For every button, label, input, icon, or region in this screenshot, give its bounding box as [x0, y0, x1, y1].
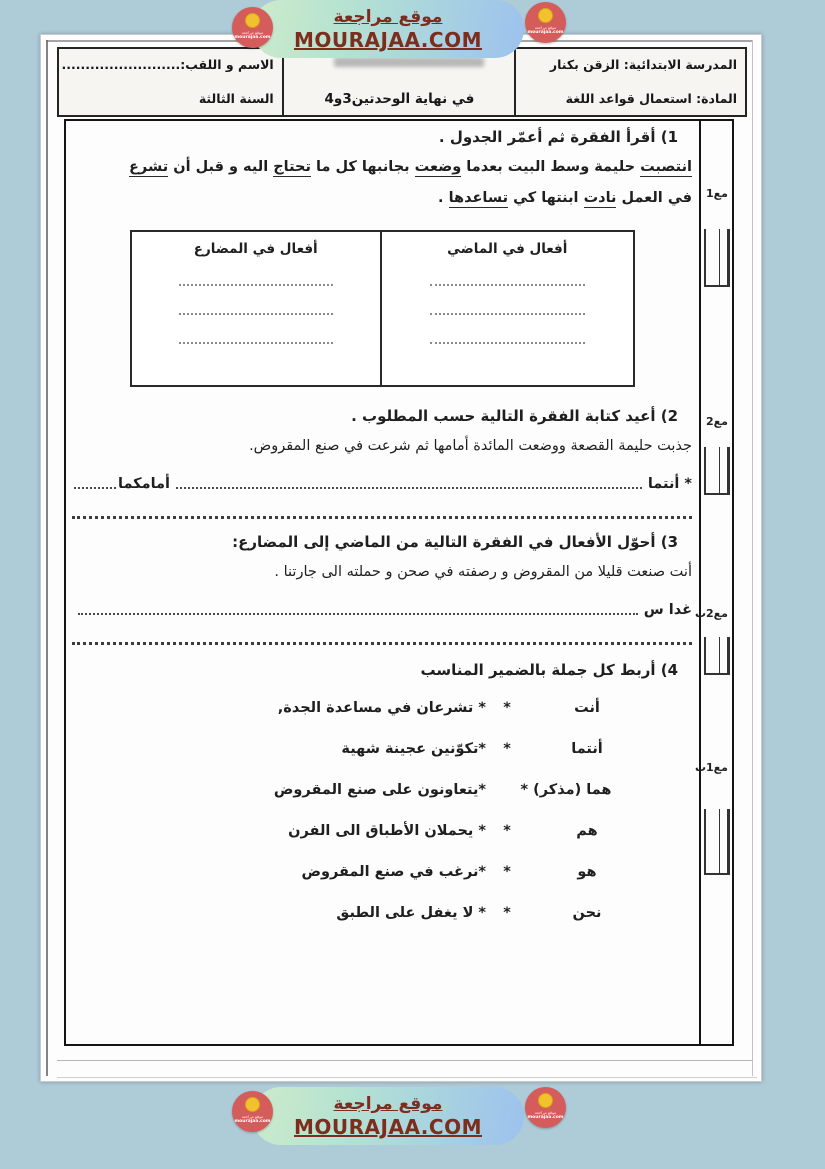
- underlined-verb: تشرع: [129, 159, 169, 175]
- pronoun: نحن: [572, 904, 602, 921]
- match-star[interactable]: *: [503, 699, 511, 716]
- match-sentence: * تشرعان في مساعدة الجدة,: [277, 699, 486, 716]
- match-sentence: *تكوّنين عجينة شهية: [341, 740, 486, 757]
- top-right-logo-badge: [525, 2, 566, 43]
- answer-word: أمامكما: [118, 476, 170, 492]
- top-banner[interactable]: [252, 0, 524, 58]
- grade-line: السنة الثالثة: [198, 91, 274, 106]
- dotted-divider: [72, 516, 692, 519]
- exercise1-paragraph-line1: [72, 152, 692, 183]
- grading-label-2: مع2: [706, 415, 728, 428]
- grading-label-3: مع2ب: [694, 607, 728, 620]
- grading-tally-box-4: [704, 809, 730, 875]
- scan-edge-line-left: [46, 40, 48, 1076]
- pronoun: أنت: [574, 699, 600, 716]
- exercise4-title: 4) أربط كل جملة بالضمير المناسب: [420, 661, 678, 679]
- underlined-verb: تحتاج: [273, 159, 311, 175]
- answer-blank-line[interactable]: [430, 284, 585, 286]
- match-row: [72, 851, 692, 892]
- logo-book-icon: [538, 8, 553, 23]
- evaluation-period: في نهاية الوحدتين3و4: [324, 91, 475, 107]
- answer-blank-line[interactable]: [179, 313, 333, 315]
- text-run: ابنتها كي: [508, 190, 584, 206]
- exercise2-paragraph: جذبت حليمة القصعة ووضعت المائدة أمامها ثم شرعت في صنع المقروض.: [249, 438, 692, 454]
- logo-book-icon: [245, 1097, 260, 1112]
- answer-blank-line[interactable]: [74, 487, 116, 489]
- obscured-text-smudge: [334, 57, 484, 67]
- text-run: بجانبها كل ما: [310, 159, 415, 175]
- grading-margin-strip: [694, 119, 734, 1046]
- subject-name: المادة: استعمال قواعد اللغة: [565, 91, 737, 106]
- exercise3-paragraph: أنت صنعت قليلا من المقروض و رصفته في صحن و حملته الى جارتنا .: [274, 564, 692, 580]
- badge-text-ar: موقع مراجعة: [241, 30, 264, 35]
- verbs-table-column-past: [382, 232, 633, 385]
- answer-blank-line[interactable]: [78, 613, 638, 615]
- scan-artifact-line-2: [57, 1077, 757, 1078]
- answer-blank-line[interactable]: [430, 342, 585, 344]
- bottom-right-logo-badge: [525, 1087, 566, 1128]
- match-row: [72, 728, 692, 769]
- exercise2-answer-line: [72, 476, 692, 492]
- badge-text-ar: موقع مراجعة: [534, 25, 557, 30]
- badge-text-site: mourajaa.com: [234, 35, 271, 40]
- header-cell-student: [59, 49, 284, 115]
- verbs-table-column-present: [132, 232, 383, 385]
- text-run: في العمل: [616, 190, 692, 206]
- header-cell-evaluation: [284, 49, 517, 115]
- pronoun: هو: [577, 863, 597, 880]
- match-sentence: *يتعاونون على صنع المقروض: [273, 781, 486, 798]
- answer-blank-line[interactable]: [179, 342, 333, 344]
- logo-book-icon: [538, 1093, 553, 1108]
- badge-text-site: mourajaa.com: [527, 1115, 564, 1120]
- exercise3-answer-line: [72, 602, 692, 618]
- bottom-banner-site-link[interactable]: MOURAJAA.COM: [294, 1115, 482, 1139]
- match-star[interactable]: *: [503, 904, 511, 921]
- school-name: المدرسة الابتدائية: الزقن بكنار: [549, 57, 737, 72]
- exam-body: [72, 124, 692, 1042]
- grading-label-4: مع1ب: [694, 761, 728, 774]
- badge-text-site: mourajaa.com: [527, 30, 564, 35]
- match-row: [72, 687, 692, 728]
- match-sentence: * يحملان الأطباق الى الفرن: [288, 822, 486, 839]
- match-star[interactable]: *: [503, 863, 511, 880]
- exercise2-title: 2) أعيد كتابة الفقرة التالية حسب المطلوب .: [351, 407, 678, 425]
- exercise1-paragraph-line2: [72, 183, 692, 214]
- match-star[interactable]: *: [503, 822, 511, 839]
- top-banner-title-ar[interactable]: موقع مراجعة: [333, 7, 443, 27]
- badge-text-ar: موقع مراجعة: [534, 1110, 557, 1115]
- underlined-verb: نادت: [583, 190, 617, 206]
- verbs-table: [130, 230, 635, 387]
- column-header-past: أفعال في الماضي: [447, 241, 568, 257]
- top-left-logo-badge: [232, 7, 273, 48]
- dotted-divider: [72, 642, 692, 645]
- pronoun: هما (مذكر) *: [520, 781, 612, 798]
- match-row: [72, 810, 692, 851]
- answer-prefix: * أنتما: [647, 476, 692, 492]
- answer-prefix: غدا س: [643, 602, 692, 618]
- badge-text-ar: موقع مراجعة: [241, 1114, 264, 1119]
- match-row: [72, 769, 692, 810]
- grading-label-1: مع1: [706, 187, 728, 200]
- underlined-verb: انتصبت: [640, 159, 692, 175]
- pronoun: هم: [576, 822, 598, 839]
- match-sentence: *نرغب في صنع المقروض: [301, 863, 486, 880]
- grading-tally-box-1: [704, 229, 730, 287]
- student-name-line: الاسم و اللقب:.........................: [61, 57, 274, 72]
- logo-book-icon: [245, 13, 260, 28]
- grading-tally-box-2: [704, 447, 730, 495]
- exercise3-title: 3) أحوّل الأفعال في الفقرة التالية من الماضي إلى المضارع:: [232, 533, 678, 551]
- scan-artifact-line-1: [57, 1060, 753, 1061]
- bottom-banner-title-ar[interactable]: موقع مراجعة: [333, 1094, 443, 1114]
- text-run: اليه و قبل أن: [168, 159, 274, 175]
- pronoun: أنتما: [571, 740, 603, 757]
- match-star[interactable]: *: [503, 740, 511, 757]
- answer-blank-line[interactable]: [430, 313, 585, 315]
- header-cell-school: [516, 49, 745, 115]
- bottom-left-logo-badge: [232, 1091, 273, 1132]
- underlined-verb: تساعدها: [448, 190, 509, 206]
- answer-blank-line[interactable]: [179, 284, 333, 286]
- match-sentence: * لا يغفل على الطبق: [336, 904, 486, 921]
- exercise1-title: 1) أقرأ الفقرة ثم أعمّر الجدول .: [438, 128, 678, 146]
- scan-edge-line-right: [752, 40, 753, 1076]
- text-run: .: [438, 190, 449, 206]
- bottom-banner[interactable]: [252, 1087, 524, 1145]
- text-run: حليمة وسط البيت بعدما: [461, 159, 641, 175]
- match-row: [72, 892, 692, 933]
- underlined-verb: وضعت: [414, 159, 462, 175]
- top-banner-site-link[interactable]: MOURAJAA.COM: [294, 28, 482, 52]
- grading-tally-box-3: [704, 637, 730, 675]
- column-header-present: أفعال في المضارع: [193, 241, 318, 257]
- answer-blank-line[interactable]: [176, 487, 642, 489]
- badge-text-site: mourajaa.com: [234, 1119, 271, 1124]
